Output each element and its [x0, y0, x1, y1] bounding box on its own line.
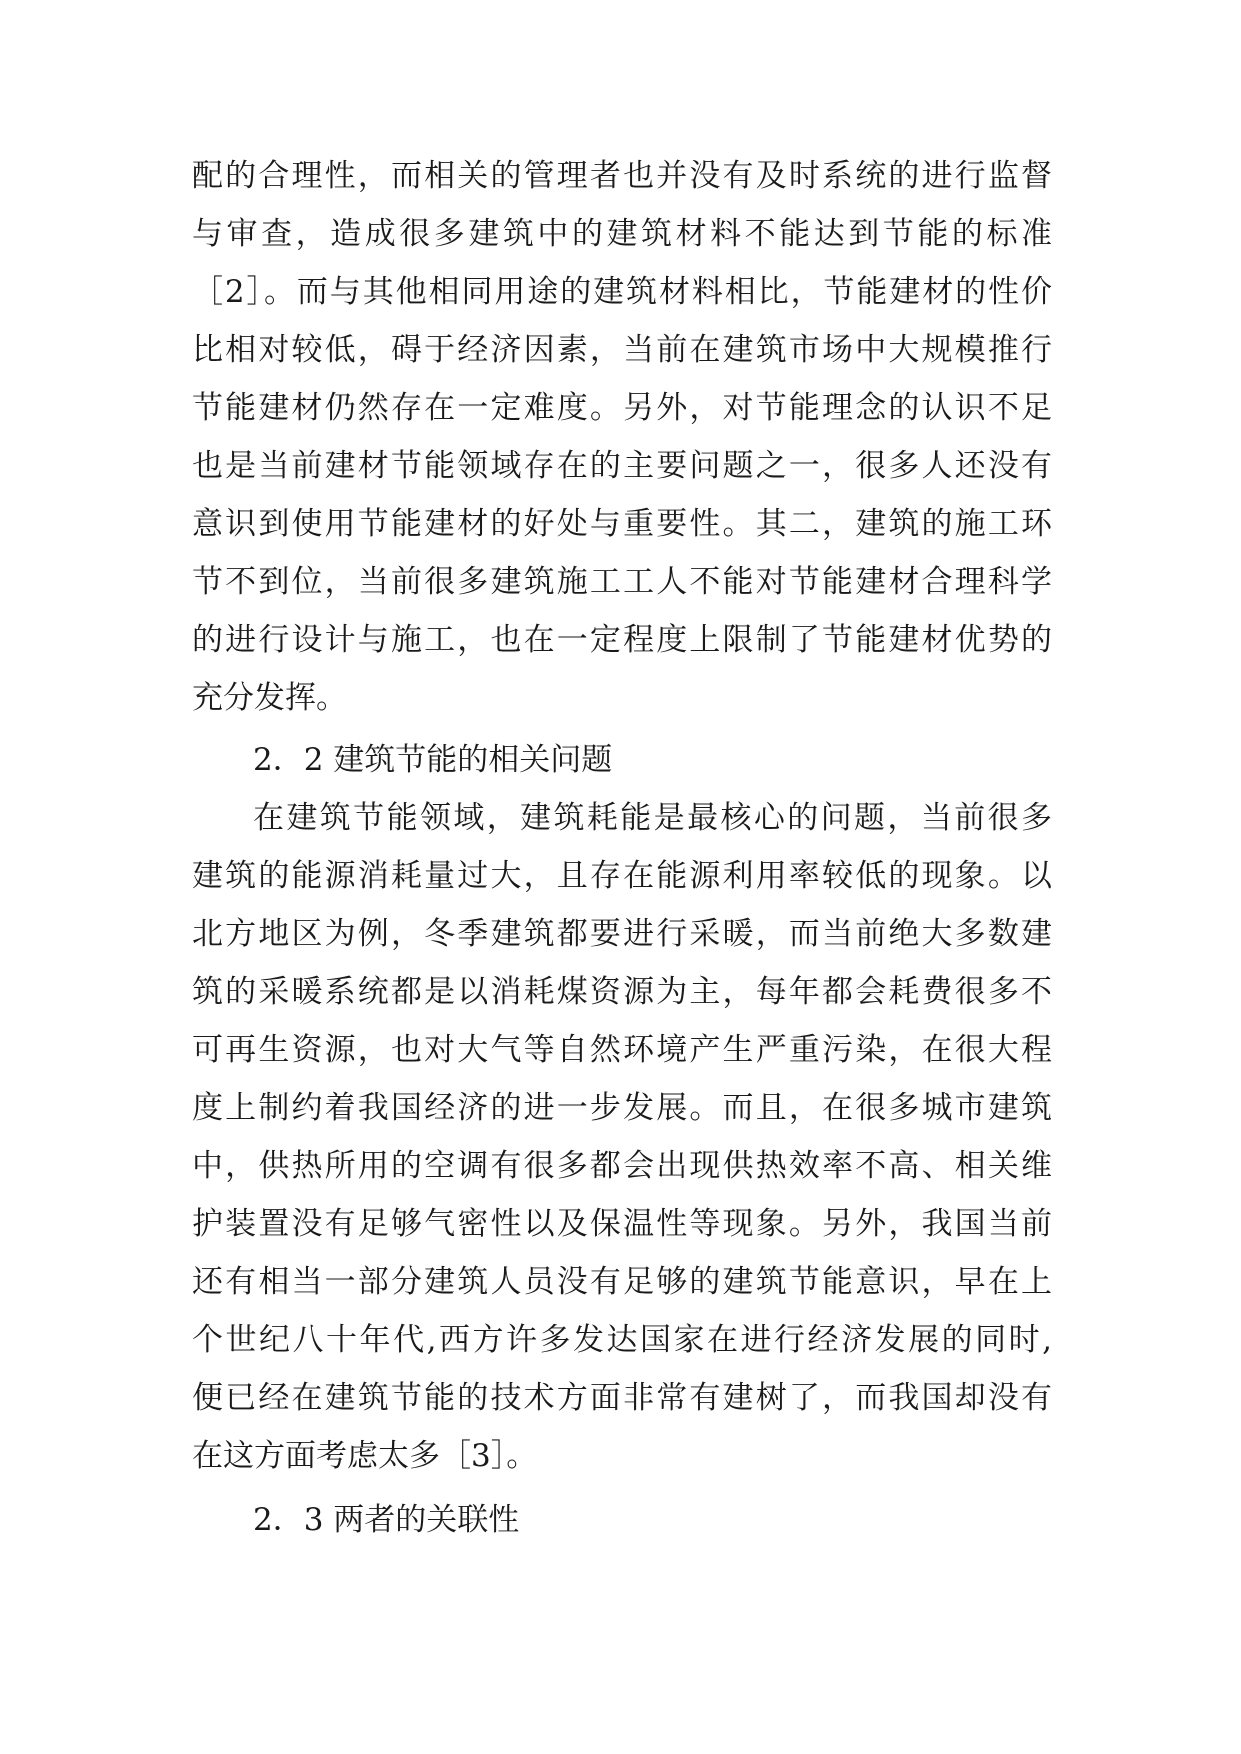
section-heading-2-2: 2．2 建筑节能的相关问题	[253, 742, 613, 778]
text-line: 可再生资源，也对大气等自然环境产生严重污染，在很大程	[192, 1032, 1052, 1068]
text-line: 的进行设计与施工，也在一定程度上限制了节能建材优势的	[192, 622, 1052, 658]
text-line: 节不到位，当前很多建筑施工工人不能对节能建材合理科学	[192, 564, 1052, 600]
text-line: 充分发挥。	[192, 680, 347, 716]
text-line: 还有相当一部分建筑人员没有足够的建筑节能意识，早在上	[192, 1264, 1052, 1300]
text-line: 意识到使用节能建材的好处与重要性。其二，建筑的施工环	[192, 506, 1052, 542]
text-line: 在建筑节能领域，建筑耗能是最核心的问题，当前很多	[253, 800, 1052, 836]
text-line: 在这方面考虑太多［3］。	[192, 1438, 538, 1474]
text-line: 度上制约着我国经济的进一步发展。而且，在很多城市建筑	[192, 1090, 1052, 1126]
section-heading-2-3: 2．3 两者的关联性	[253, 1502, 520, 1538]
text-line: 个世纪八十年代,西方许多发达国家在进行经济发展的同时,	[192, 1322, 1052, 1358]
text-line: 护装置没有足够气密性以及保温性等现象。另外，我国当前	[192, 1206, 1052, 1242]
text-line: 北方地区为例，冬季建筑都要进行采暖，而当前绝大多数建	[192, 916, 1052, 952]
text-line: 筑的采暖系统都是以消耗煤资源为主，每年都会耗费很多不	[192, 974, 1052, 1010]
text-line: 比相对较低，碍于经济因素，当前在建筑市场中大规模推行	[192, 332, 1052, 368]
text-line: 建筑的能源消耗量过大，且存在能源利用率较低的现象。以	[192, 858, 1052, 894]
text-line: 中，供热所用的空调有很多都会出现供热效率不高、相关维	[192, 1148, 1052, 1184]
text-line: 便已经在建筑节能的技术方面非常有建树了，而我国却没有	[192, 1380, 1052, 1416]
text-line: ［2］。而与其他相同用途的建筑材料相比，节能建材的性价	[192, 274, 1052, 310]
text-line: 与审查，造成很多建筑中的建筑材料不能达到节能的标准	[192, 216, 1052, 252]
text-line: 配的合理性，而相关的管理者也并没有及时系统的进行监督	[192, 158, 1052, 194]
text-line: 也是当前建材节能领域存在的主要问题之一，很多人还没有	[192, 448, 1052, 484]
text-line: 节能建材仍然存在一定难度。另外，对节能理念的认识不足	[192, 390, 1052, 426]
